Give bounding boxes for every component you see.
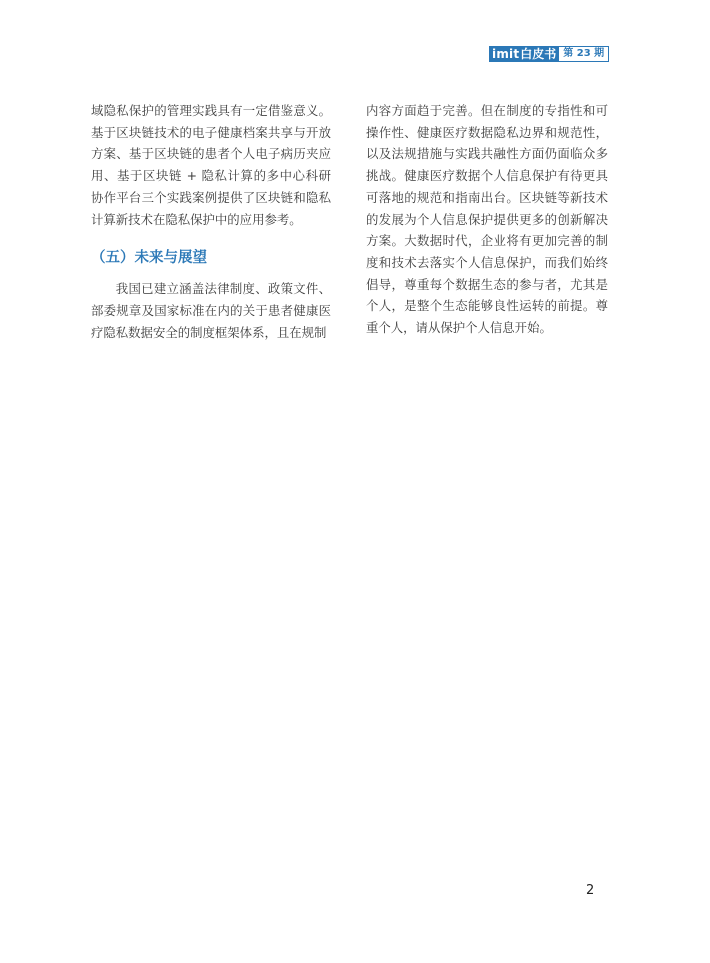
left-paragraph-continued: 域隐私保护的管理实践具有一定借鉴意义。基于区块链技术的电子健康档案共享与开放方案、基于区块链的患者个人电子病历夹应用、基于区块链 + 隐私计算的多中心科研协作平台三个实践案例提供了区块链和隐私计算新技术在隐私保护中的应用参考。 [91,103,331,227]
left-column [91,100,331,343]
left-paragraph-outlook: 我国已建立涵盖法律制度、政策文件、部委规章及国家标准在内的关于患者健康医疗隐私数据安全的制度框架体系，且在规制 [91,281,331,340]
right-column [366,100,608,339]
brand-block [489,46,559,62]
issue-number: 第 23 期 [559,46,609,62]
journal-header-badge [489,46,609,62]
brand-logo: imit [492,47,520,61]
page-number: 2 [586,883,595,898]
right-paragraph: 内容方面趋于完善。但在制度的专指性和可操作性、健康医疗数据隐私边界和规范性，以及法规措施与实践共融性方面仍面临众多挑战。健康医疗数据个人信息保护有待更具可落地的规范和指南出台。区块链等新技术的发展为个人信息保护提供更多的创新解决方案。大数据时代，企业将有更加完善的制度和技术去落实个人信息保护，而我们始终倡导，尊重每个数据生态的参与者，尤其是个人，是整个生态能够良性运转的前提。尊重个人，请从保护个人信息开始。 [366,103,608,336]
section-heading: （五）未来与展望 [91,250,207,267]
brand-title: 白皮书 [520,47,557,61]
